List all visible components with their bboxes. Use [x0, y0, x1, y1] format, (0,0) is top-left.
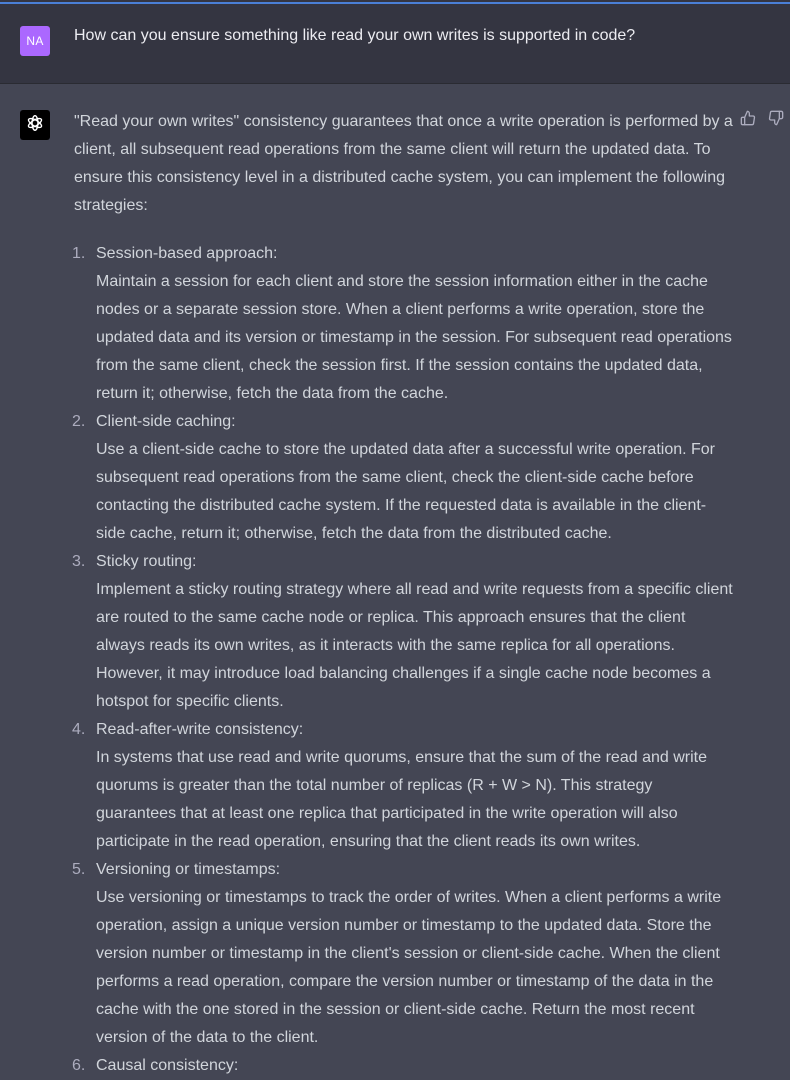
user-message-text: How can you ensure something like read your own writes is supported in code?	[74, 27, 636, 44]
list-item	[74, 856, 734, 1052]
list-item-body: Use versioning or timestamps to track the order of writes. When a client performs a write operation, assign a unique version number or timestamp to the updated data. Store the version number or timestamp in the client's session or client-side cache. When the client performs a read operation, compare the version number or timestamp of the data in the cache with the one stored in the session or client-side cache. Return the most recent version of the data to the client.	[96, 889, 722, 1046]
assistant-avatar	[20, 110, 50, 140]
list-item-body: Implement a sticky routing strategy where all read and write requests from a specific client are routed to the same cache node or replica. This approach ensures that the client always reads its own writes, as it interacts with the same replica for all operations. However, it may introduce load balancing challenges if a single cache node becomes a hotspot for specific clients.	[96, 581, 733, 710]
list-item-title: Versioning or timestamps:	[96, 861, 281, 878]
list-item	[74, 240, 734, 408]
assistant-answer	[74, 108, 734, 1080]
list-item	[74, 548, 734, 716]
list-item-title: Session-based approach:	[96, 245, 278, 262]
user-avatar: NA	[20, 26, 50, 56]
list-item-body: Use a client-side cache to store the updated data after a successful write operation. For subsequent read operations from the same client, check the client-side cache before contacting the distributed cache system. If the requested data is available in the client-side cache, return it; otherwise, fetch the data from the distributed cache.	[96, 441, 715, 542]
list-item-title: Client-side caching:	[96, 413, 236, 430]
list-item-number: 1.	[72, 245, 86, 262]
list-item-number: 6.	[72, 1057, 86, 1074]
list-item-title: Read-after-write consistency:	[96, 721, 304, 738]
list-item-body: Maintain a session for each client and store the session information either in the cache nodes or a separate session store. When a client performs a write operation, store the updated data and its version or timestamp in the session. For subsequent read operations from the same client, check the session first. If the session contains the updated data, return it; otherwise, fetch the data from the cache.	[96, 273, 732, 402]
assistant-message-row	[0, 84, 790, 1079]
accent-line	[0, 2, 790, 4]
list-item	[74, 408, 734, 548]
list-item-title: Causal consistency:	[96, 1057, 239, 1074]
thumbs-down-icon[interactable]	[768, 110, 784, 126]
list-item-number: 4.	[72, 721, 86, 738]
answer-intro: "Read your own writes" consistency guarantees that once a write operation is performed by a client, all subsequent read operations from the same client will return the updated data. To ensure this consistency level in a distributed cache system, you can implement the following strategies:	[74, 113, 733, 214]
list-item	[74, 716, 734, 856]
list-item-number: 3.	[72, 553, 86, 570]
list-item-body: In systems that use read and write quorums, ensure that the sum of the read and write quorums is greater than the total number of replicas (R + W > N). This strategy guarantees that at least one replica that participated in the write operation will also participate in the read operation, ensuring that the client reads its own writes.	[96, 749, 707, 850]
feedback-buttons	[740, 110, 784, 126]
list-item	[74, 1052, 734, 1080]
thumbs-up-icon[interactable]	[740, 110, 756, 126]
strategies-list	[74, 240, 734, 1080]
list-item-title: Sticky routing:	[96, 553, 197, 570]
list-item-number: 5.	[72, 861, 86, 878]
list-item-number: 2.	[72, 413, 86, 430]
user-message-row	[0, 6, 790, 84]
openai-logo-icon	[24, 112, 46, 139]
